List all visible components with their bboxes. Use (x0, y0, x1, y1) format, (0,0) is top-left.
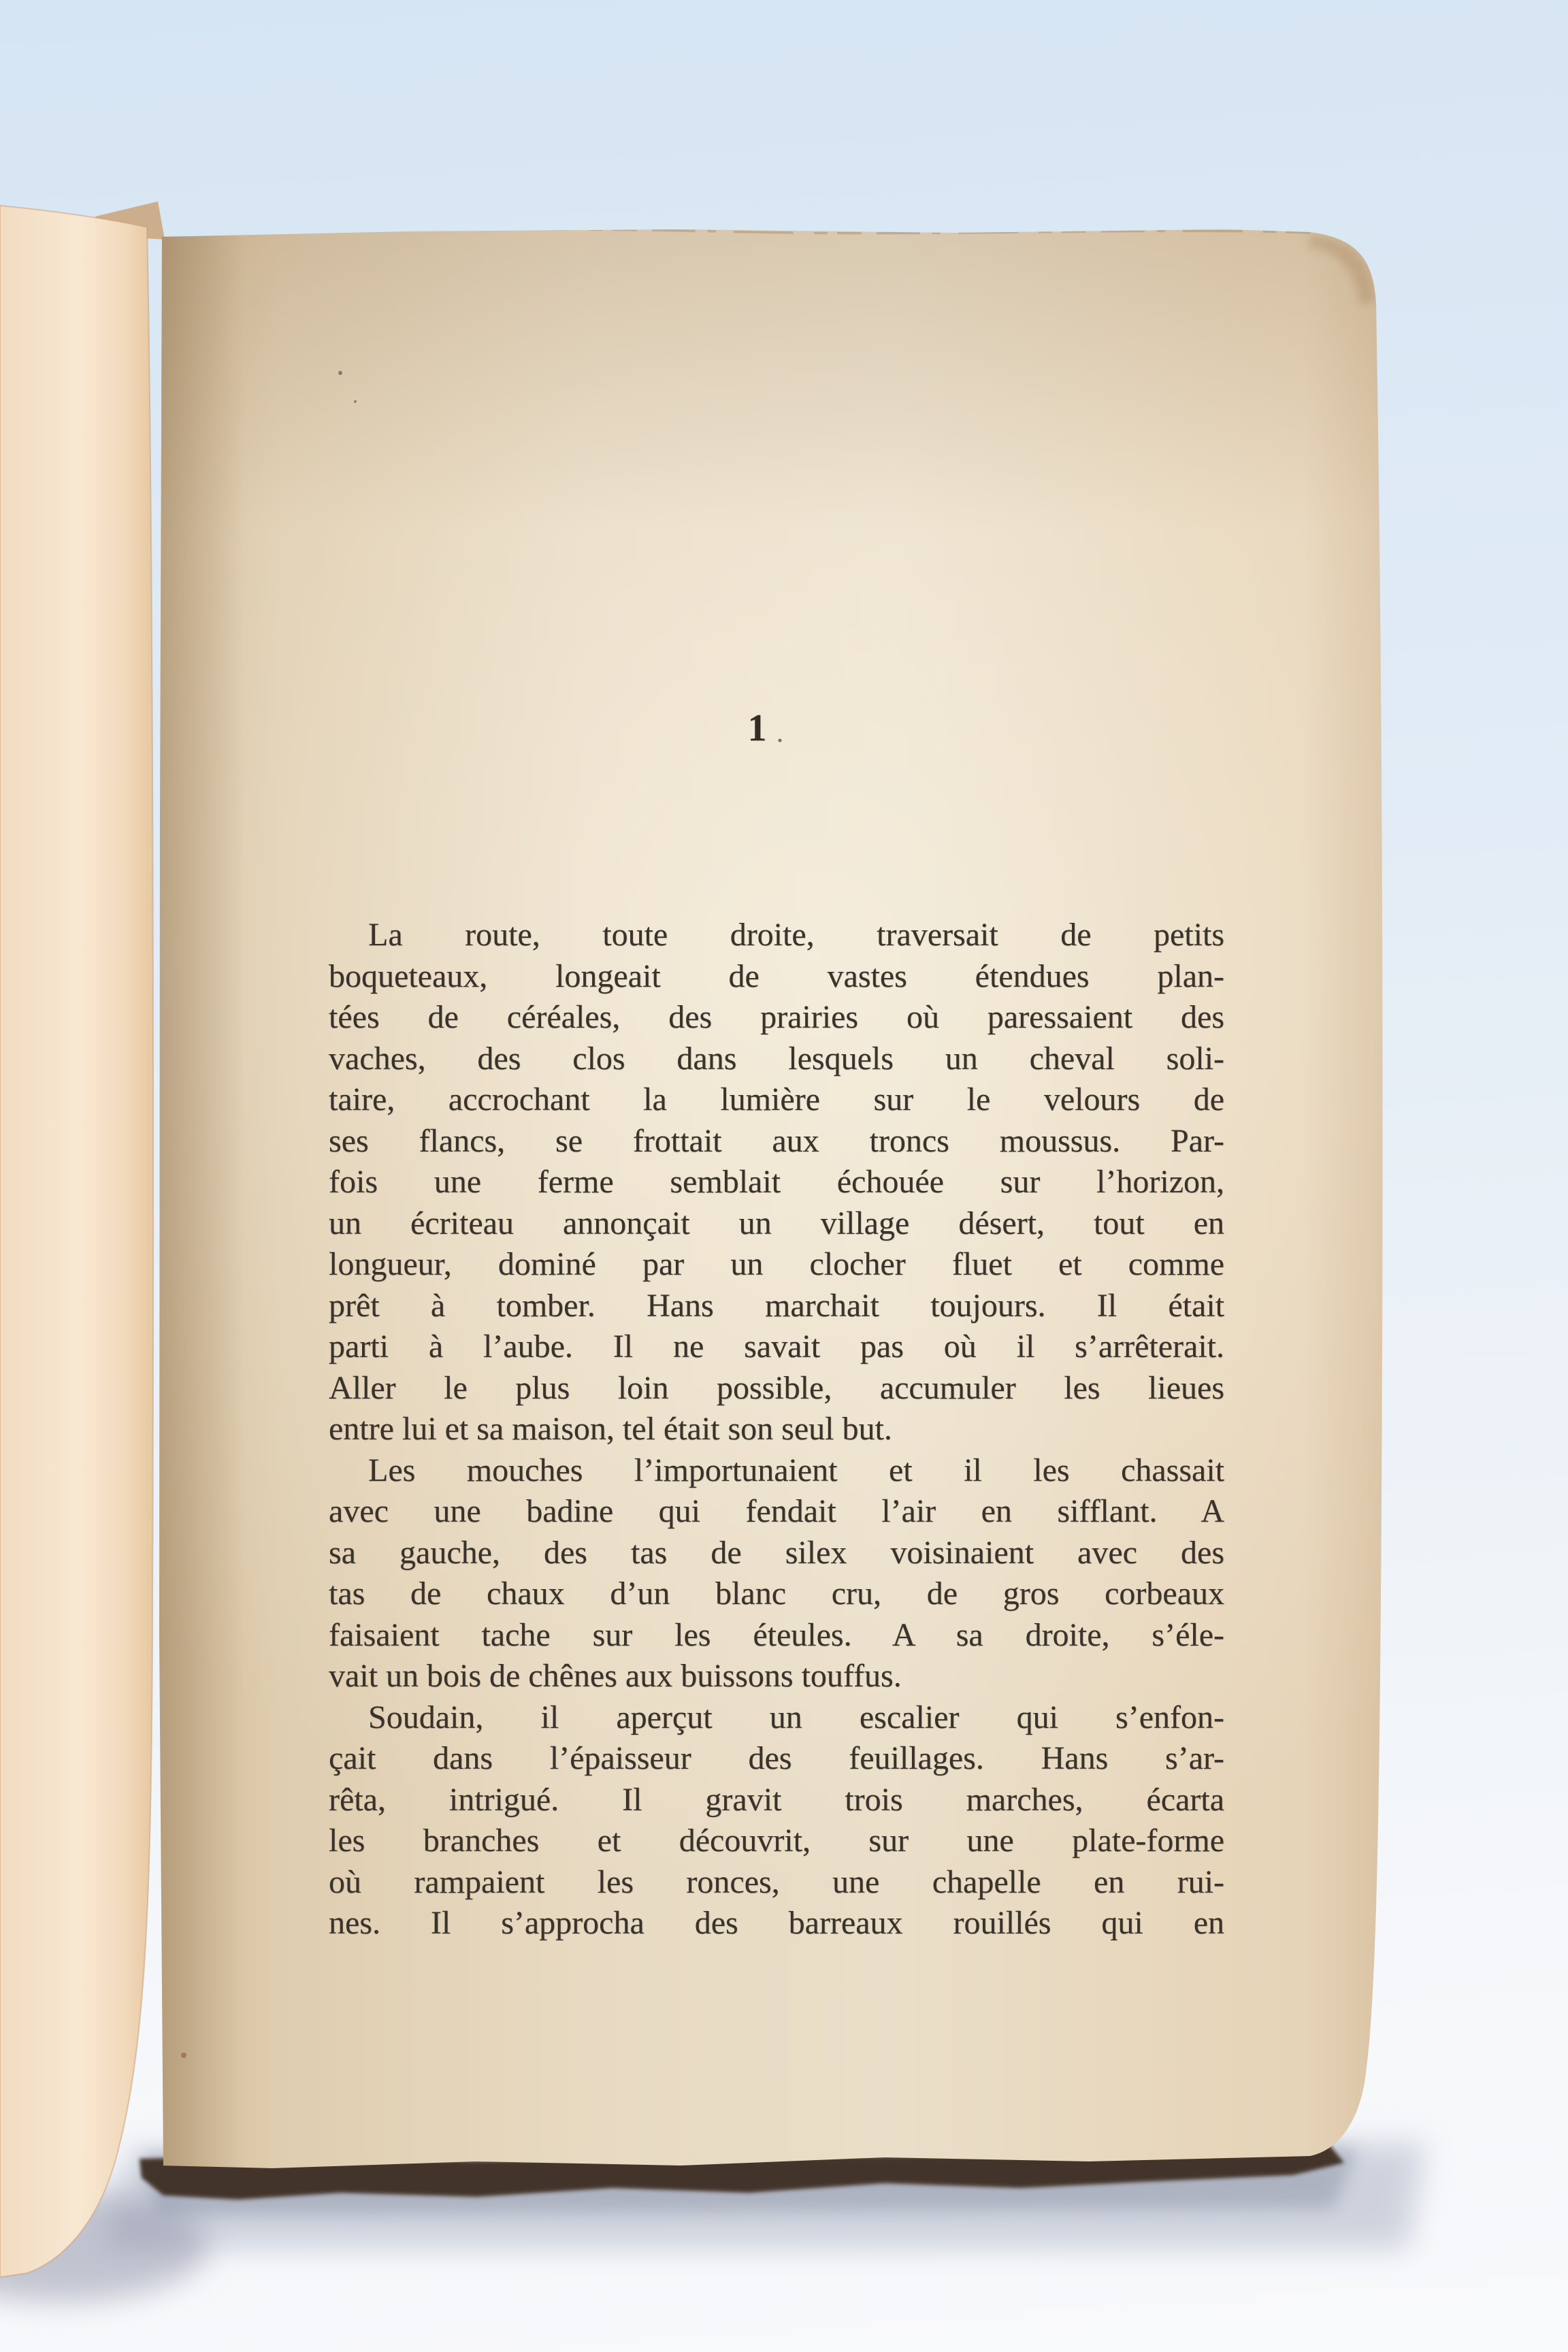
text-line: avec une badine qui fendait l’air en sifflant. A (329, 1493, 1224, 1529)
text-line: tas de chaux d’un blanc cru, de gros corbeaux (329, 1575, 1224, 1612)
text-line: tées de céréales, des prairies où paressaient des (329, 999, 1224, 1035)
text-line: entre lui et sa maison, tel était son seul but. (329, 1411, 892, 1447)
text-line: Aller le plus loin possible, accumuler les lieues (329, 1369, 1224, 1406)
text-line: rêta, intrigué. Il gravit trois marches, écarta (329, 1781, 1224, 1818)
text-line: fois une ferme semblait échouée sur l’horizon, (329, 1164, 1224, 1200)
text-line: faisaient tache sur les éteules. A sa droite, s’éle- (329, 1616, 1224, 1653)
text-line: sa gauche, des tas de silex voisinaient avec des (329, 1534, 1224, 1571)
text-line: ses flancs, se frottait aux troncs moussus. Par- (329, 1122, 1224, 1159)
text-line: vaches, des clos dans lesquels un cheval soli- (329, 1040, 1224, 1077)
body-text (329, 915, 1224, 1944)
text-line: boqueteaux, longeait de vastes étendues plan- (329, 958, 1224, 994)
text-line: longueur, dominé par un clocher fluet et comme (329, 1246, 1224, 1282)
text-line: La route, toute droite, traversait de petits (368, 917, 1224, 953)
text-line: Les mouches l’importunaient et il les chassait (368, 1452, 1224, 1488)
text-line: çait dans l’épaisseur des feuillages. Hans s’ar- (329, 1740, 1224, 1776)
text-line: parti à l’aube. Il ne savait pas où il s’arrêterait. (329, 1328, 1224, 1365)
text-line: Soudain, il aperçut un escalier qui s’enfon- (368, 1699, 1224, 1735)
text-line: les branches et découvrit, sur une plate-forme (329, 1823, 1224, 1859)
text-line: prêt à tomber. Hans marchait toujours. Il était (329, 1287, 1224, 1324)
text-line: nes. Il s’approcha des barreaux rouillés qui en (329, 1905, 1224, 1941)
text-line: taire, accrochant la lumière sur le velours de (329, 1081, 1224, 1117)
text-line: vait un bois de chênes aux buissons touffus. (329, 1658, 902, 1694)
chapter-number: 1 (747, 707, 768, 749)
text-line: un écriteau annonçait un village désert, tout en (329, 1205, 1224, 1241)
text-line: où rampaient les ronces, une chapelle en rui- (329, 1863, 1224, 1900)
